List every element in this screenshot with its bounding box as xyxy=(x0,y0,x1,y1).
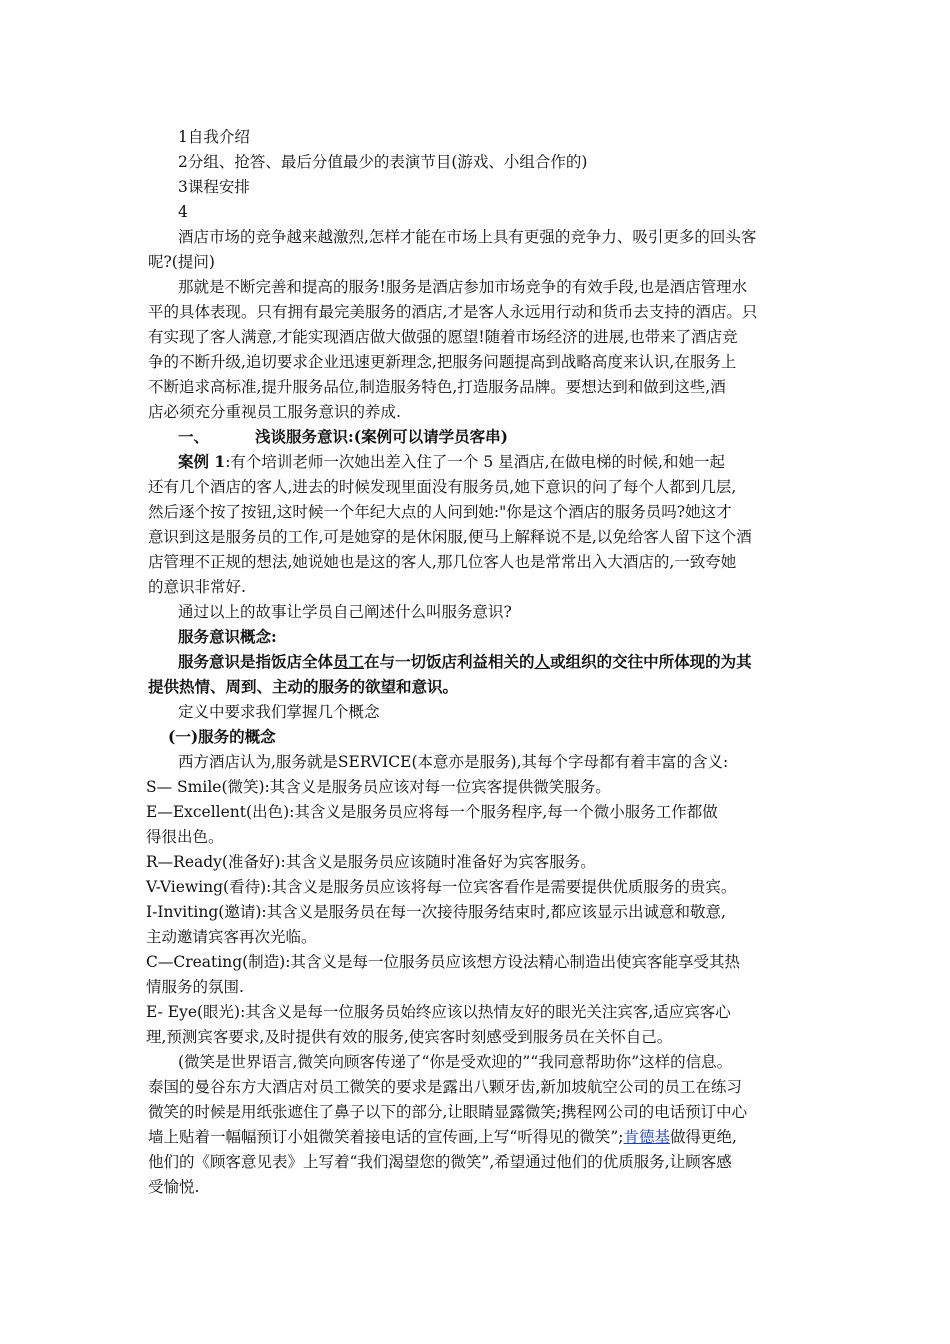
section-title: 浅谈服务意识:(案例可以请学员客串) xyxy=(255,427,508,446)
service-letter-line: S— Smile(微笑):其含义是服务员应该对每一位宾客提供微笑服务。 xyxy=(146,778,611,796)
case-1-line: 还有几个酒店的客人,进去的时候发现里面没有服务员,她下意识的问了每个人都到几层, xyxy=(148,478,737,496)
service-letter-line: C—Creating(制造):其含义是每一位服务员应该想方设法精心制造出使宾客能享受其热 xyxy=(146,953,740,971)
concept-definition-line xyxy=(178,650,818,674)
case-1-line: 意识到这是服务员的工作,可是她穿的是休闲服,便马上解释说不是,以免给客人留下这个酒 xyxy=(148,528,752,546)
service-letter-line: 主动邀请宾客再次光临。 xyxy=(146,928,317,946)
smile-paragraph-line: 受愉悦. xyxy=(148,1178,200,1196)
paragraph-question-line: 酒店市场的竞争越来越激烈,怎样才能在市场上具有更强的竞争力、吸引更多的回头客 xyxy=(178,228,757,246)
paragraph-answer-line: 不断追求高标准,提升服务品位,制造服务特色,打造服务品牌。要想达到和做到这些,酒 xyxy=(148,378,726,396)
paragraph-define: 定义中要求我们掌握几个概念 xyxy=(178,703,380,721)
paragraph-answer-line: 争的不断升级,追切要求企业迅速更新理念,把服务问题提高到战略高度来认识,在服务上 xyxy=(148,353,737,371)
paragraph-answer-line: 店必须充分重视员工服务意识的养成. xyxy=(148,403,401,421)
smile-text: 做得更绝, xyxy=(670,1128,737,1146)
paragraph-question-line: 呢?(提问) xyxy=(148,253,215,271)
case-text: :有个培训老师一次她出差入住了一个 5 星酒店,在做电梯的时候,和她一起 xyxy=(225,453,725,471)
smile-text: 墙上贴着一幅幅预订小姐微笑着接电话的宣传画,上写“听得见的微笑”; xyxy=(148,1128,624,1146)
service-letter-line: 得很出色。 xyxy=(146,828,224,846)
paragraph-answer-line: 平的具体表现。只有拥有最完美服务的酒店,才是客人永远用行动和货币去支持的酒店。只 xyxy=(148,303,758,321)
service-letter-line: 情服务的氛围. xyxy=(146,978,244,996)
smile-paragraph-line: (微笑是世界语言,微笑向顾客传递了“你是受欢迎的”“我同意帮助你”这样的信息。 xyxy=(178,1053,733,1071)
smile-paragraph-line: 微笑的时候是用纸张遮住了鼻子以下的部分,让眼睛显露微笑;携程网公司的电话预订中心 xyxy=(148,1103,748,1121)
case-1-line: 然后逐个按了按钮,这时候一个年纪大点的人问到她:"你是这个酒店的服务员吗?她这才 xyxy=(148,503,732,521)
service-letter-line: 理,预测宾客要求,及时提供有效的服务,使宾客时刻感受到服务员在关怀自己。 xyxy=(146,1028,673,1046)
paragraph-retell: 通过以上的故事让学员自己阐述什么叫服务意识? xyxy=(178,603,512,621)
case-label: 案例 1 xyxy=(178,452,226,471)
definition-text: 服务意识是指饭店全体 xyxy=(178,652,334,671)
intro-item-3: 3课程安排 xyxy=(178,178,250,196)
paragraph-western: 西方酒店认为,服务就是SERVICE(本意亦是服务),其每个字母都有着丰富的含义: xyxy=(178,753,729,771)
kfc-link[interactable]: 肯德基 xyxy=(623,1128,671,1146)
case-1-line: 的意识非常好. xyxy=(148,578,246,596)
definition-term-staff: 员工 xyxy=(333,652,365,671)
paragraph-answer-line: 那就是不断完善和提高的服务!服务是酒店参加市场竞争的有效手段,也是酒店管理水 xyxy=(178,278,748,296)
service-letter-line: E- Eye(眼光):其含义是每一位服务员始终应该以热情友好的眼光关注宾客,适应宾客心 xyxy=(146,1003,731,1021)
service-letter-line: I-Inviting(邀请):其含义是服务员在每一次接待服务结束时,都应该显示出诚意和敬意, xyxy=(146,903,726,921)
case-1-first-line xyxy=(178,450,818,474)
service-letter-line: V-Viewing(看待):其含义是服务员应该将每一位宾客看作是需要提供优质服务的贵宾。 xyxy=(146,878,737,896)
smile-paragraph-line: 泰国的曼谷东方大酒店对员工微笑的要求是露出八颗牙齿,新加坡航空公司的员工在练习 xyxy=(148,1078,742,1096)
intro-item-1: 1自我介绍 xyxy=(178,128,250,146)
service-letter-line: E—Excellent(出色):其含义是服务员应将每一个服务程序,每一个微小服务工作都做 xyxy=(146,803,718,821)
definition-text: 或组织的交往中所体现的为其 xyxy=(550,652,752,671)
case-1-line: 店管理不正规的想法,她说她也是这的客人,那几位客人也是常常出入大酒店的,一致夸她 xyxy=(148,553,737,571)
intro-item-2: 2分组、抢答、最后分值最少的表演节目(游戏、小组合作的) xyxy=(178,153,588,171)
concept-heading: 服务意识概念: xyxy=(178,627,277,646)
section-heading xyxy=(178,425,818,449)
smile-paragraph-line: 他们的《顾客意见表》上写着“我们渴望您的微笑”,希望通过他们的优质服务,让顾客感 xyxy=(148,1153,732,1171)
paragraph-answer-line: 有实现了客人满意,才能实现酒店做大做强的愿望!随着市场经济的进展,也带来了酒店竞 xyxy=(148,328,738,346)
definition-text: 在与一切饭店利益相关的 xyxy=(364,652,535,671)
concept-definition-line: 提供热情、周到、主动的服务的欲望和意识。 xyxy=(148,677,459,696)
intro-item-4: 4 xyxy=(178,203,188,221)
service-letter-line: R—Ready(准备好):其含义是服务员应该随时准备好为宾客服务。 xyxy=(146,853,596,871)
section-number: 一、 xyxy=(178,427,210,446)
definition-term-person: 人 xyxy=(534,652,551,671)
smile-paragraph-line xyxy=(148,1125,818,1149)
subsection-heading: (一)服务的概念 xyxy=(168,727,276,746)
